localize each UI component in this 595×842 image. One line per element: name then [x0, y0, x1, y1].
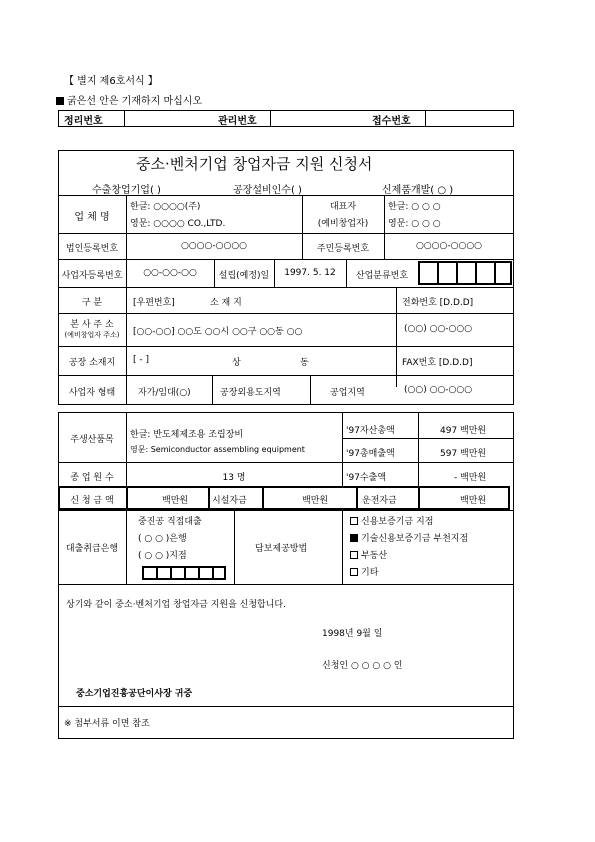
hq-address: [○○-○○] ○○도 ○○시 ○○구 ○○동 ○○	[133, 327, 303, 337]
est-date-value: 1997. 5. 12	[284, 268, 336, 278]
bank-label: 대출취급은행	[65, 544, 119, 554]
sales-value: 597 백만원	[440, 449, 487, 459]
square-bullet-icon	[56, 97, 64, 105]
addressee: 중소기업진흥공단이사장 귀중	[76, 689, 193, 699]
biz-form-value: 자가/임대(○)	[138, 388, 191, 398]
type-factory: 공장설비인수( )	[233, 185, 302, 196]
collateral-option-realestate[interactable]: 부동산	[350, 548, 387, 561]
applicant-signature: 신청인 ○ ○ ○ ○ 인	[322, 661, 403, 671]
factory-dong: 동	[300, 358, 309, 368]
collateral-label: 담보제공방법	[255, 544, 308, 554]
amount-label: 신 청 금 액	[70, 496, 114, 506]
biz-reg-label: 사업자등록번호	[61, 271, 123, 281]
attachment-note: ※ 첨부서류 이면 참조	[64, 719, 150, 729]
rep-label-1: 대표자	[329, 202, 357, 212]
corp-reg-label: 법인등록번호	[65, 244, 119, 254]
company-name-kr: 한글: ○○○○(주)	[130, 202, 201, 212]
biz-form-label: 사업자 형태	[68, 388, 116, 398]
hq-label-1: 본 사 주 소	[70, 320, 114, 330]
collateral-option-tech[interactable]: 기술신용보증기금 부천지점	[350, 531, 468, 544]
resident-value: ○○○○-○○○○	[415, 241, 483, 251]
industry-code-boxes	[418, 261, 512, 285]
mgmt-number-label: 관리번호	[218, 116, 257, 127]
operating-value: 백만원	[460, 496, 487, 506]
phone-head: 전화번호 [D.D.D]	[402, 298, 474, 308]
rep-name-kr: 한글: ○ ○ ○	[388, 202, 441, 212]
factory-postal: [ - ]	[133, 355, 149, 365]
amount-value: 백만원	[162, 496, 189, 506]
checkbox-icon[interactable]	[350, 517, 358, 525]
section-label: 구 분	[81, 298, 103, 308]
hq-phone: (○○) ○○-○○○	[404, 324, 473, 334]
company-name-label: 업 체 명	[74, 212, 110, 223]
employees-value: 13 명	[222, 473, 246, 483]
type-newproduct: 신제품개발( ○ )	[382, 185, 454, 196]
form-title: 중소·벤처기업 창업자금 지원 신청서	[136, 155, 373, 173]
reg-number-label: 정리번호	[64, 116, 103, 127]
assets-label: '97자산총액	[346, 426, 395, 436]
factory-label: 공장 소재지	[68, 358, 116, 368]
industry-code-label: 산업분류번호	[355, 271, 409, 281]
hq-label-2: (예비창업자 주소)	[64, 331, 120, 339]
product-label: 주생산품목	[70, 435, 114, 445]
fax-label: FAX번호 [D.D.D]	[402, 358, 473, 368]
company-name-en: 영문: ○○○○ CO.,LTD.	[130, 219, 226, 229]
employees-label: 종 업 원 수	[70, 473, 114, 483]
type-export: 수출창업기업( )	[92, 185, 161, 196]
collateral-option-credit[interactable]: 신용보증기금 지점	[350, 514, 433, 527]
export-value: - 백만원	[454, 473, 487, 483]
bank-branch: ( ○ ○ )지점	[138, 551, 187, 561]
corp-reg-value: ○○○○-○○○○	[180, 241, 248, 251]
assets-value: 497 백만원	[440, 426, 487, 436]
product-kr: 한글: 반도체제조용 조립장비	[130, 430, 244, 440]
bank-direct: 중진공 직접대출	[138, 517, 202, 527]
rep-name-en: 영문: ○ ○ ○	[388, 219, 441, 229]
factory-sang: 상	[232, 358, 241, 368]
address-head: 소 재 지	[210, 298, 242, 308]
land-use-label: 공장외용도지역	[220, 388, 281, 398]
collateral-option-other[interactable]: 기타	[350, 565, 378, 578]
industrial-zone-label: 공업지역	[330, 388, 365, 398]
checkbox-icon[interactable]	[350, 568, 358, 576]
checkbox-checked-icon[interactable]	[350, 534, 358, 542]
biz-reg-value: ○○-○○-○○	[143, 268, 197, 278]
postal-head: [우편번호]	[133, 298, 175, 308]
operating-label: 운전자금	[362, 496, 397, 506]
product-en: 영문: Semiconductor assembling equipment	[130, 445, 305, 454]
resident-label: 주민등록번호	[316, 244, 370, 254]
office-use-row	[58, 110, 514, 127]
facility-label: 시설자금	[212, 496, 247, 506]
annex-label: 【 별지 제6호서식 】	[64, 76, 158, 87]
receipt-number-label: 접수번호	[372, 116, 411, 127]
checkbox-icon[interactable]	[350, 551, 358, 559]
instruction-text: 굵은선 안은 기재하지 마십시오	[67, 96, 203, 107]
sales-label: '97총매출액	[346, 449, 395, 459]
instruction-line	[56, 92, 202, 107]
rep-label-2: (예비창업자)	[317, 219, 369, 229]
est-date-label: 설립(예정)일	[218, 271, 270, 281]
facility-value: 백만원	[302, 496, 329, 506]
bank-name: ( ○ ○ )은행	[138, 534, 187, 544]
application-date: 1998년 9월 일	[322, 629, 383, 639]
statement-text: 상기와 같이 중소·벤처기업 창업자금 지원을 신청합니다.	[66, 600, 286, 610]
export-label: '97수출액	[346, 473, 387, 483]
fax-value: (○○) ○○-○○○	[404, 385, 473, 395]
